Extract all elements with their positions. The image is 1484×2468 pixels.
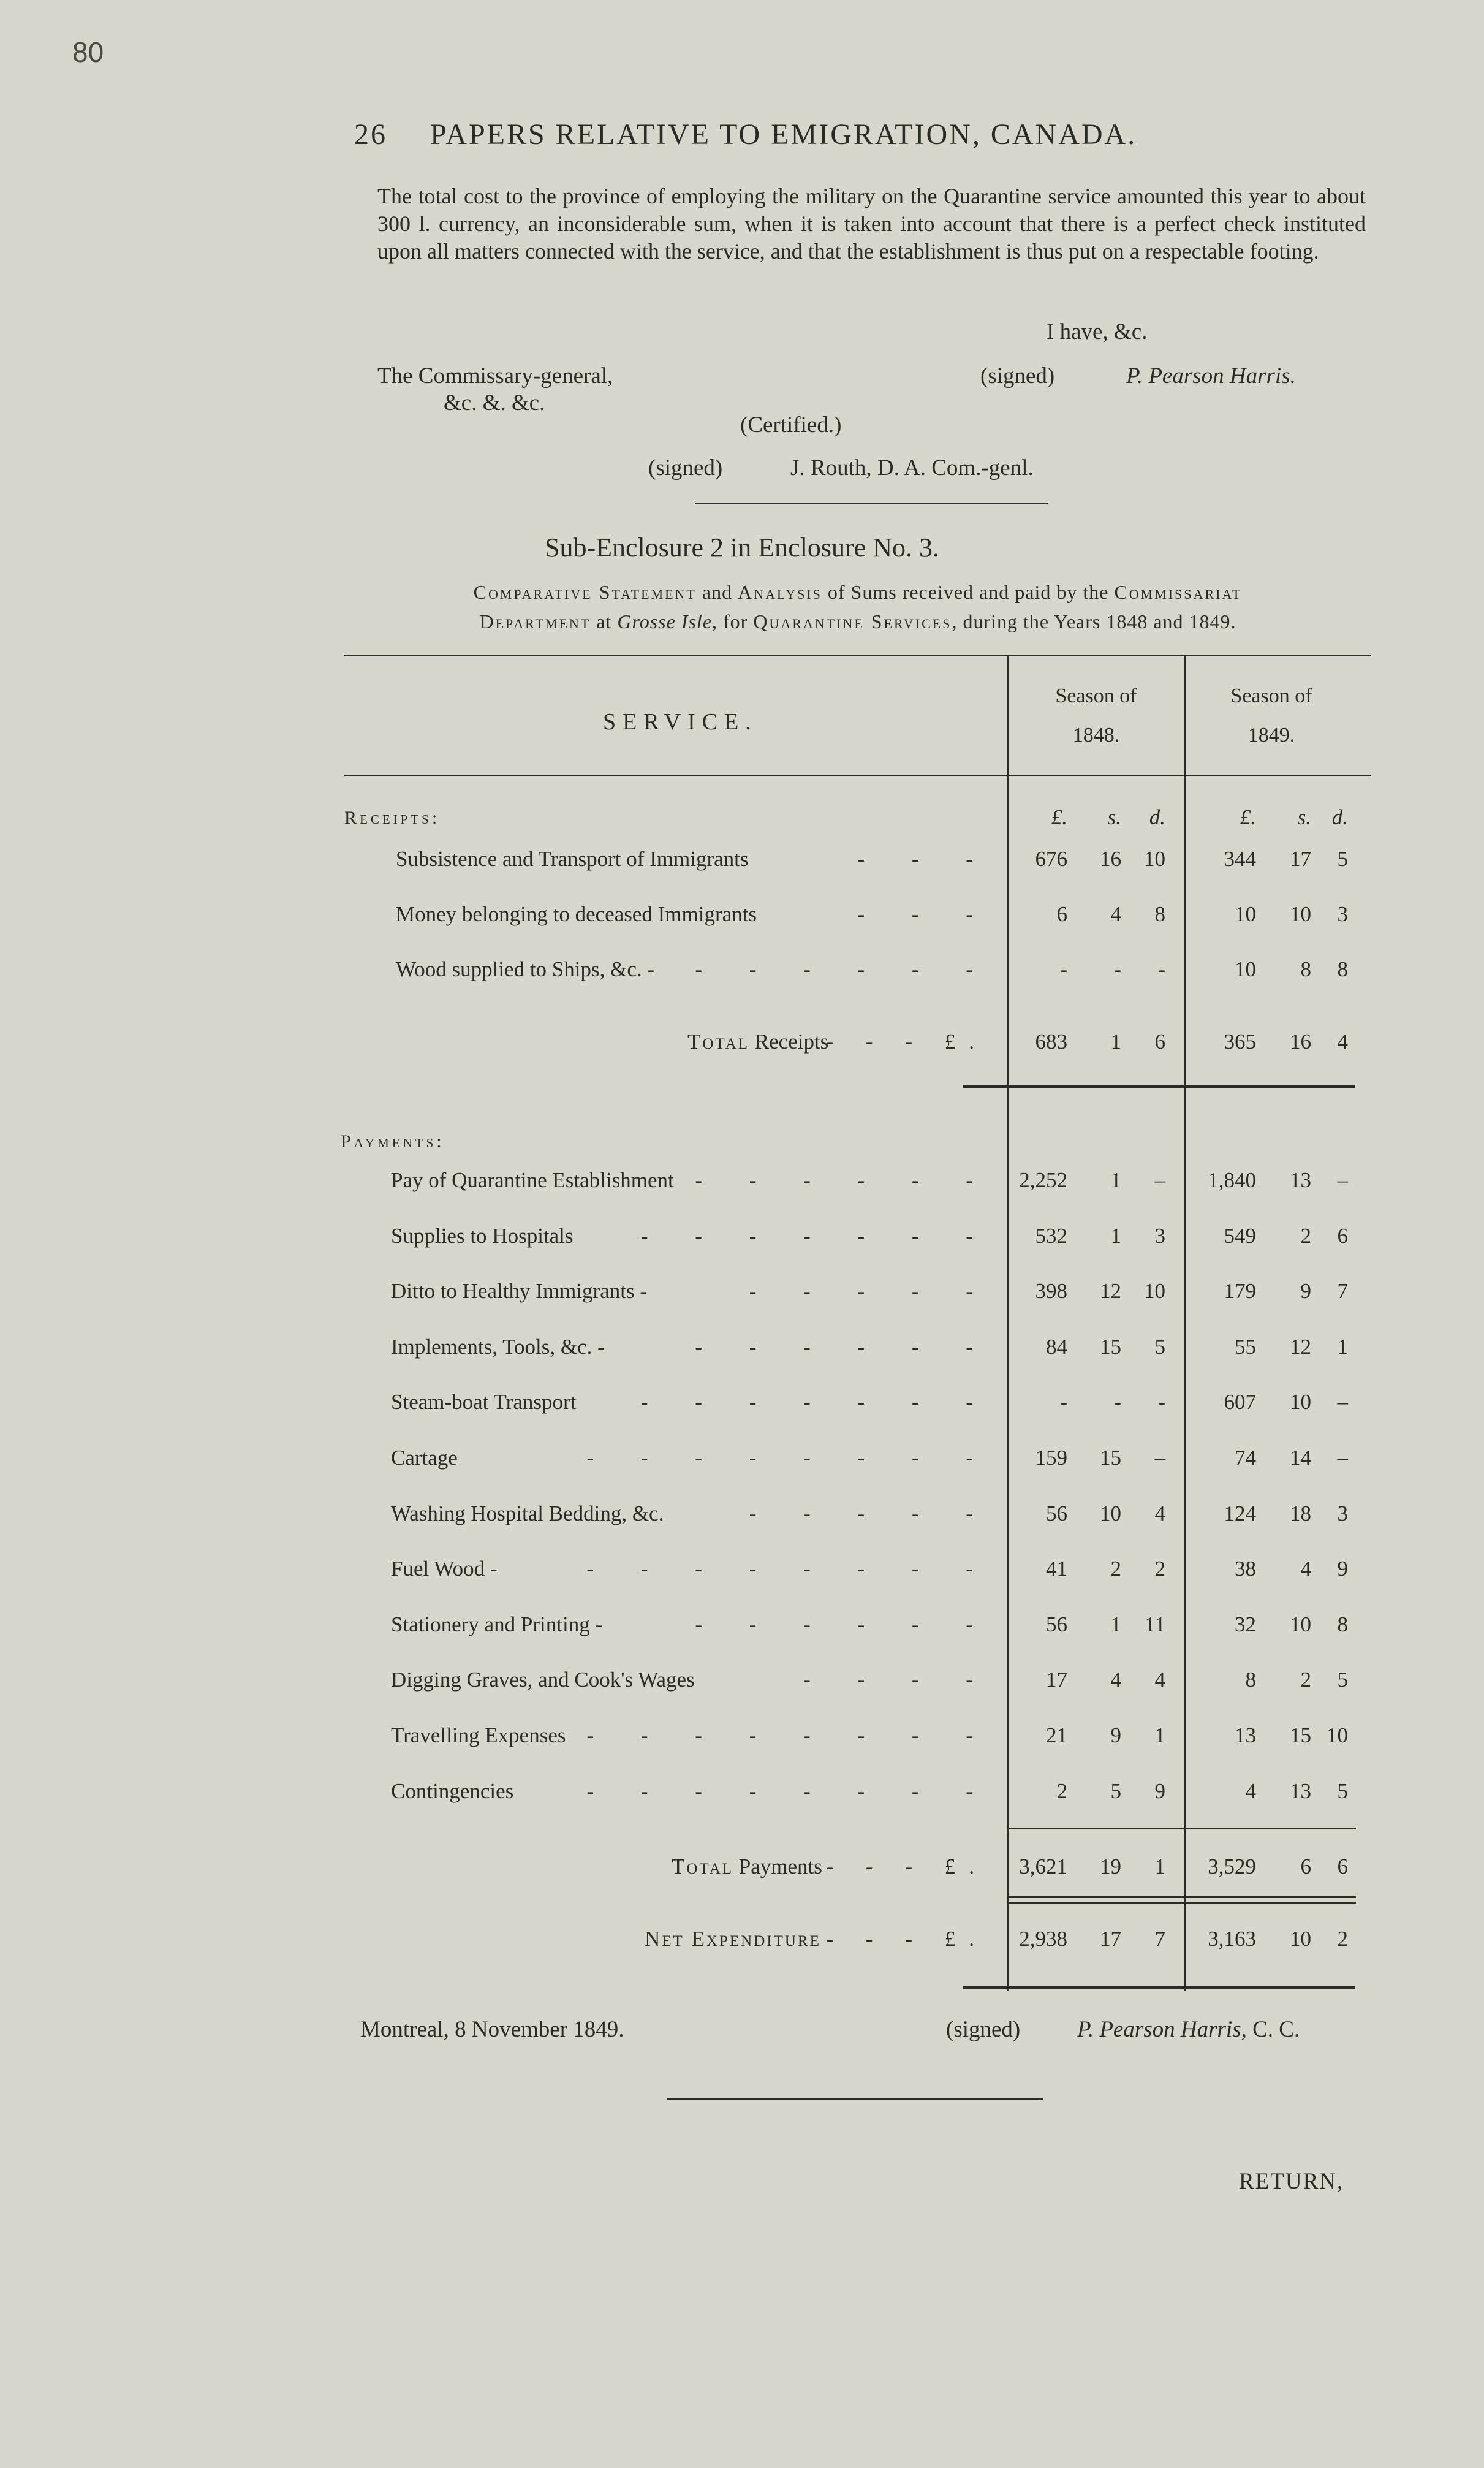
total-payments-1848-pounds: 3,621	[1019, 1855, 1067, 1878]
receipts-heading: Receipts:	[344, 808, 441, 828]
caption-part: Comparative Statement	[473, 581, 697, 603]
payment-value-1848-pounds: 17	[1046, 1668, 1067, 1692]
leader-dots: - - - - -	[749, 1501, 994, 1525]
total-payments-label	[672, 1855, 822, 1879]
payment-value-1849-pounds: 8	[1245, 1668, 1256, 1692]
header-page-number: 26	[354, 118, 387, 151]
payment-value-1849-pounds: 55	[1235, 1334, 1256, 1359]
payment-label: Ditto to Healthy Immigrants -	[391, 1279, 647, 1304]
payment-value-1849-pounds: 38	[1235, 1557, 1256, 1581]
payment-value-1848-pounds: 398	[1035, 1279, 1067, 1304]
receipt-value-1848-pounds: 676	[1035, 847, 1067, 871]
payment-label: Washing Hospital Bedding, &c.	[391, 1501, 664, 1525]
total-payments-1849-pounds: 3,529	[1208, 1855, 1256, 1878]
payment-label: Cartage	[391, 1446, 458, 1470]
leader-dots: - - - -	[803, 1668, 994, 1692]
payment-value-1849-pounds: 179	[1224, 1279, 1256, 1304]
payment-value-1848-pence: 11	[1145, 1612, 1165, 1636]
footer-signatory-name: P. Pearson Harris,	[1077, 2017, 1247, 2042]
receipt-value-1848-pence: -	[1158, 957, 1165, 981]
leader-dots: - - - £.	[826, 1030, 988, 1054]
payment-value-1848-pounds: 41	[1046, 1557, 1067, 1581]
payment-value-1849-shillings: 2	[1300, 1223, 1311, 1248]
payment-value-1849-pence: 1	[1337, 1334, 1348, 1359]
leader-dots: - - - - - - - -	[586, 1779, 994, 1803]
total-receipts-suffix: Receipts	[749, 1030, 829, 1054]
total-receipts-1849-pounds: 365	[1224, 1030, 1256, 1054]
payment-value-1849-shillings: 9	[1300, 1279, 1311, 1304]
payment-value-1849-shillings: 10	[1290, 1390, 1311, 1414]
letter-addressee-etc: &c. &. &c.	[444, 390, 545, 416]
total-payments-suffix: Payments	[733, 1855, 822, 1878]
caption-line-2	[346, 610, 1369, 633]
footer-signed: (signed)	[946, 2017, 1021, 2042]
season-1849-header	[1186, 677, 1357, 755]
payment-value-1848-pounds: 2,252	[1019, 1168, 1067, 1192]
running-header	[354, 118, 1137, 151]
payment-value-1849-pence: 10	[1327, 1723, 1348, 1747]
total-receipts-label	[687, 1030, 828, 1054]
certified-signed: (signed)	[648, 455, 723, 480]
receipt-value-1849-pence: 5	[1337, 847, 1348, 871]
payment-label: Steam-boat Transport	[391, 1390, 577, 1414]
leader-dots: - - -	[857, 847, 994, 871]
payment-value-1849-pounds: 124	[1224, 1501, 1256, 1525]
receipt-value-1849-pence: 3	[1337, 902, 1348, 926]
payment-value-1848-shillings: 1	[1110, 1168, 1121, 1192]
leader-dots: - - - - - -	[695, 1168, 994, 1192]
receipt-value-1849-pounds: 10	[1235, 902, 1256, 926]
payment-value-1849-pence: 6	[1337, 1223, 1348, 1248]
total-receipts-word: Total	[687, 1030, 750, 1054]
letter-signed: (signed)	[980, 363, 1055, 389]
total-receipts-1849-pence: 4	[1337, 1030, 1348, 1054]
caption-part: , for	[712, 610, 754, 632]
payment-value-1848-shillings: 4	[1110, 1668, 1121, 1692]
leader-dots: - - - - - - - -	[586, 1446, 994, 1470]
payment-value-1848-pence: 3	[1154, 1223, 1165, 1248]
letter-signatory: P. Pearson Harris.	[1126, 363, 1296, 389]
payment-value-1849-pence: –	[1337, 1446, 1348, 1470]
payments-heading: Payments:	[341, 1131, 445, 1152]
payment-value-1849-shillings: 10	[1290, 1612, 1311, 1636]
total-receipts-1848-pounds: 683	[1035, 1030, 1067, 1054]
payment-value-1848-pounds: 84	[1046, 1334, 1067, 1359]
payment-label: Supplies to Hospitals	[391, 1223, 574, 1248]
season-1848-header-line2: 1848.	[1072, 724, 1120, 746]
payment-value-1848-shillings: 5	[1110, 1779, 1121, 1803]
payment-value-1849-pence: 9	[1337, 1557, 1348, 1581]
receipt-value-1849-shillings: 10	[1290, 902, 1311, 926]
divider	[695, 503, 1048, 504]
payment-value-1848-shillings: 12	[1100, 1279, 1121, 1304]
leader-dots: - - - - - -	[695, 1612, 994, 1636]
receipt-value-1848-pence: 8	[1154, 902, 1165, 926]
caption-part: of Sums received and paid by the	[822, 581, 1115, 603]
total-payments-1848-shillings: 19	[1100, 1855, 1121, 1878]
payment-value-1848-pounds: -	[1060, 1390, 1067, 1414]
payment-label: Contingencies	[391, 1779, 514, 1803]
receipt-value-1848-shillings: -	[1114, 957, 1121, 981]
receipt-value-1848-shillings: 4	[1110, 902, 1121, 926]
caption-part: Commissariat	[1114, 581, 1243, 603]
certified-label: (Certified.)	[740, 412, 842, 438]
currency-header-1849: d.	[1331, 805, 1348, 829]
payment-value-1848-pounds: 532	[1035, 1223, 1067, 1248]
caption-part: Grosse Isle	[617, 610, 713, 632]
receipt-label: Money belonging to deceased Immigrants	[396, 902, 757, 926]
payment-value-1848-shillings: -	[1114, 1390, 1121, 1414]
payment-label: Travelling Expenses	[391, 1723, 566, 1747]
season-1849-header-line1: Season of	[1230, 685, 1312, 707]
payment-value-1848-pounds: 56	[1046, 1612, 1067, 1636]
leader-dots: - - - - - - - -	[586, 1723, 994, 1747]
body-paragraph: The total cost to the province of employing the military on the Quarantine service amounted this year to about 300 l. currency, an inconsiderable sum, when it is taken into account that there is a perfect check instituted upon all matters connected with the service, and that the establishment is thus put on a respectable footing.	[377, 184, 1366, 264]
payment-value-1849-pounds: 4	[1245, 1779, 1256, 1803]
payment-label: Pay of Quarantine Establishment	[391, 1168, 674, 1192]
total-payments-1849-pence: 6	[1337, 1855, 1348, 1878]
payments-total-rule-b	[1007, 1902, 1356, 1904]
leader-dots: - - - - - - -	[640, 1390, 994, 1414]
season-1849-header-line2: 1849.	[1247, 724, 1295, 746]
total-payments-1848-pence: 1	[1154, 1855, 1165, 1878]
payment-value-1849-pence: 8	[1337, 1612, 1348, 1636]
payment-value-1848-pounds: 21	[1046, 1723, 1067, 1747]
total-receipts-1848-shillings: 1	[1110, 1030, 1121, 1054]
leader-dots: - - - - - -	[695, 1334, 994, 1359]
payments-total-rule-a	[1007, 1896, 1356, 1898]
receipt-value-1849-pence: 8	[1337, 957, 1348, 981]
letter-addressee: The Commissary-general,	[377, 363, 613, 389]
receipt-value-1848-shillings: 16	[1100, 847, 1121, 871]
payment-value-1849-shillings: 12	[1290, 1334, 1311, 1359]
payment-value-1849-shillings: 13	[1290, 1779, 1311, 1803]
footer-place-date: Montreal, 8 November 1849.	[360, 2017, 624, 2042]
payment-label: Implements, Tools, &c. -	[391, 1334, 605, 1359]
payment-value-1848-shillings: 2	[1110, 1557, 1121, 1581]
caption-part: Analysis	[738, 581, 822, 603]
total-receipts-1849-shillings: 16	[1290, 1030, 1311, 1054]
payment-value-1849-pence: 5	[1337, 1668, 1348, 1692]
receipt-label: Wood supplied to Ships, &c. -	[396, 957, 655, 981]
header-title: PAPERS RELATIVE TO EMIGRATION, CANADA.	[430, 118, 1137, 151]
season-1848-header-line1: Season of	[1055, 685, 1137, 707]
payment-value-1848-shillings: 10	[1100, 1501, 1121, 1525]
payment-value-1848-pence: 9	[1154, 1779, 1165, 1803]
payment-value-1849-pounds: 1,840	[1208, 1168, 1256, 1192]
payment-value-1848-shillings: 1	[1110, 1223, 1121, 1248]
leader-dots: - - - - - - -	[640, 1223, 994, 1248]
service-header: SERVICE.	[603, 709, 758, 735]
payment-value-1849-pence: 3	[1337, 1501, 1348, 1525]
currency-header-1849: £.	[1240, 805, 1256, 829]
footer-divider	[667, 2098, 1043, 2100]
footer-signatory	[1077, 2016, 1300, 2043]
payment-value-1848-pence: 10	[1144, 1279, 1165, 1304]
leader-dots: - - - - - -	[695, 957, 994, 981]
net-expenditure-1848-pounds: 2,938	[1019, 1927, 1067, 1951]
payment-value-1848-pounds: 159	[1035, 1446, 1067, 1470]
table-bottom-rule	[963, 1986, 1355, 1989]
payment-value-1848-shillings: 9	[1110, 1723, 1121, 1747]
payment-value-1848-pence: 2	[1154, 1557, 1165, 1581]
total-payments-1849-shillings: 6	[1300, 1855, 1311, 1878]
net-expenditure-label: Net Expenditure	[645, 1927, 821, 1951]
receipt-value-1849-pounds: 344	[1224, 847, 1256, 871]
payment-value-1848-pence: –	[1154, 1446, 1165, 1470]
certified-name: J. Routh, D. A. Com.-genl.	[790, 455, 1034, 480]
leader-dots: - - - - - - - -	[586, 1557, 994, 1581]
leader-dots: - - - - -	[749, 1279, 994, 1304]
receipt-value-1848-pence: 10	[1144, 847, 1165, 871]
net-expenditure-1849-pounds: 3,163	[1208, 1927, 1256, 1951]
sub-enclosure-title: Sub-Enclosure 2 in Enclosure No. 3.	[545, 533, 939, 563]
table-top-rule	[344, 655, 1371, 656]
payment-value-1848-pounds: 56	[1046, 1501, 1067, 1525]
payment-value-1849-pounds: 13	[1235, 1723, 1256, 1747]
payment-value-1849-pence: 7	[1337, 1279, 1348, 1304]
payment-value-1848-shillings: 1	[1110, 1612, 1121, 1636]
payment-value-1849-pence: 5	[1337, 1779, 1348, 1803]
receipt-value-1849-shillings: 17	[1290, 847, 1311, 871]
caption-part: at	[591, 610, 618, 632]
net-expenditure-1848-pence: 7	[1154, 1927, 1165, 1951]
payment-value-1848-pence: -	[1158, 1390, 1165, 1414]
payments-subtotal-rule	[1007, 1828, 1356, 1829]
currency-header-1848: s.	[1107, 805, 1121, 829]
caption-part: and	[696, 581, 738, 603]
catchword: RETURN,	[1239, 2169, 1344, 2194]
payment-value-1848-pence: 5	[1154, 1334, 1165, 1359]
net-expenditure-1849-shillings: 10	[1290, 1927, 1311, 1951]
caption-part: , during the Years 1848 and 1849.	[952, 610, 1236, 632]
payment-value-1849-shillings: 14	[1290, 1446, 1311, 1470]
total-payments-word: Total	[672, 1855, 734, 1878]
currency-header-1848: d.	[1149, 805, 1165, 829]
caption-line-1	[346, 581, 1369, 604]
payment-value-1848-pence: 1	[1154, 1723, 1165, 1747]
table-head-rule	[344, 775, 1371, 776]
payment-value-1849-pounds: 32	[1235, 1612, 1256, 1636]
caption-part: Quarantine Services	[753, 610, 952, 632]
net-expenditure-1849-pence: 2	[1337, 1927, 1348, 1951]
net-expenditure-1848-shillings: 17	[1100, 1927, 1121, 1951]
payment-value-1849-shillings: 18	[1290, 1501, 1311, 1525]
receipt-value-1848-pounds: -	[1060, 957, 1067, 981]
payment-value-1848-shillings: 15	[1100, 1446, 1121, 1470]
payment-value-1849-pounds: 549	[1224, 1223, 1256, 1248]
payment-value-1849-pence: –	[1337, 1168, 1348, 1192]
receipt-value-1848-pounds: 6	[1056, 902, 1067, 926]
payment-label: Stationery and Printing -	[391, 1612, 603, 1636]
payment-value-1848-shillings: 15	[1100, 1334, 1121, 1359]
payment-value-1849-shillings: 4	[1300, 1557, 1311, 1581]
season-1848-header	[1009, 677, 1184, 755]
payment-value-1848-pence: 4	[1154, 1501, 1165, 1525]
receipt-value-1849-pounds: 10	[1235, 957, 1256, 981]
footer-signatory-suffix: C. C.	[1246, 2017, 1300, 2042]
leader-dots: - - - £.	[826, 1927, 988, 1951]
payment-value-1849-pounds: 74	[1235, 1446, 1256, 1470]
caption-part: Department	[479, 610, 591, 632]
payment-value-1848-pence: 4	[1154, 1668, 1165, 1692]
payment-value-1848-pounds: 2	[1056, 1779, 1067, 1803]
page-number: 80	[72, 36, 104, 68]
payment-value-1849-pence: –	[1337, 1390, 1348, 1414]
currency-header-1848: £.	[1051, 805, 1067, 829]
total-receipts-1848-pence: 6	[1154, 1030, 1165, 1054]
receipts-total-rule	[963, 1085, 1355, 1088]
receipt-label: Subsistence and Transport of Immigrants	[396, 847, 749, 871]
payment-value-1849-shillings: 15	[1290, 1723, 1311, 1747]
payment-label: Fuel Wood -	[391, 1557, 498, 1581]
payment-value-1849-pounds: 607	[1224, 1390, 1256, 1414]
payment-value-1849-shillings: 13	[1290, 1168, 1311, 1192]
payment-value-1849-shillings: 2	[1300, 1668, 1311, 1692]
leader-dots: - - - £.	[826, 1855, 988, 1878]
payment-label: Digging Graves, and Cook's Wages	[391, 1668, 695, 1692]
payment-value-1848-pence: –	[1154, 1168, 1165, 1192]
currency-header-1849: s.	[1297, 805, 1311, 829]
letter-closing: I have, &c.	[1047, 319, 1148, 344]
leader-dots: - - -	[857, 902, 994, 926]
receipt-value-1849-shillings: 8	[1300, 957, 1311, 981]
